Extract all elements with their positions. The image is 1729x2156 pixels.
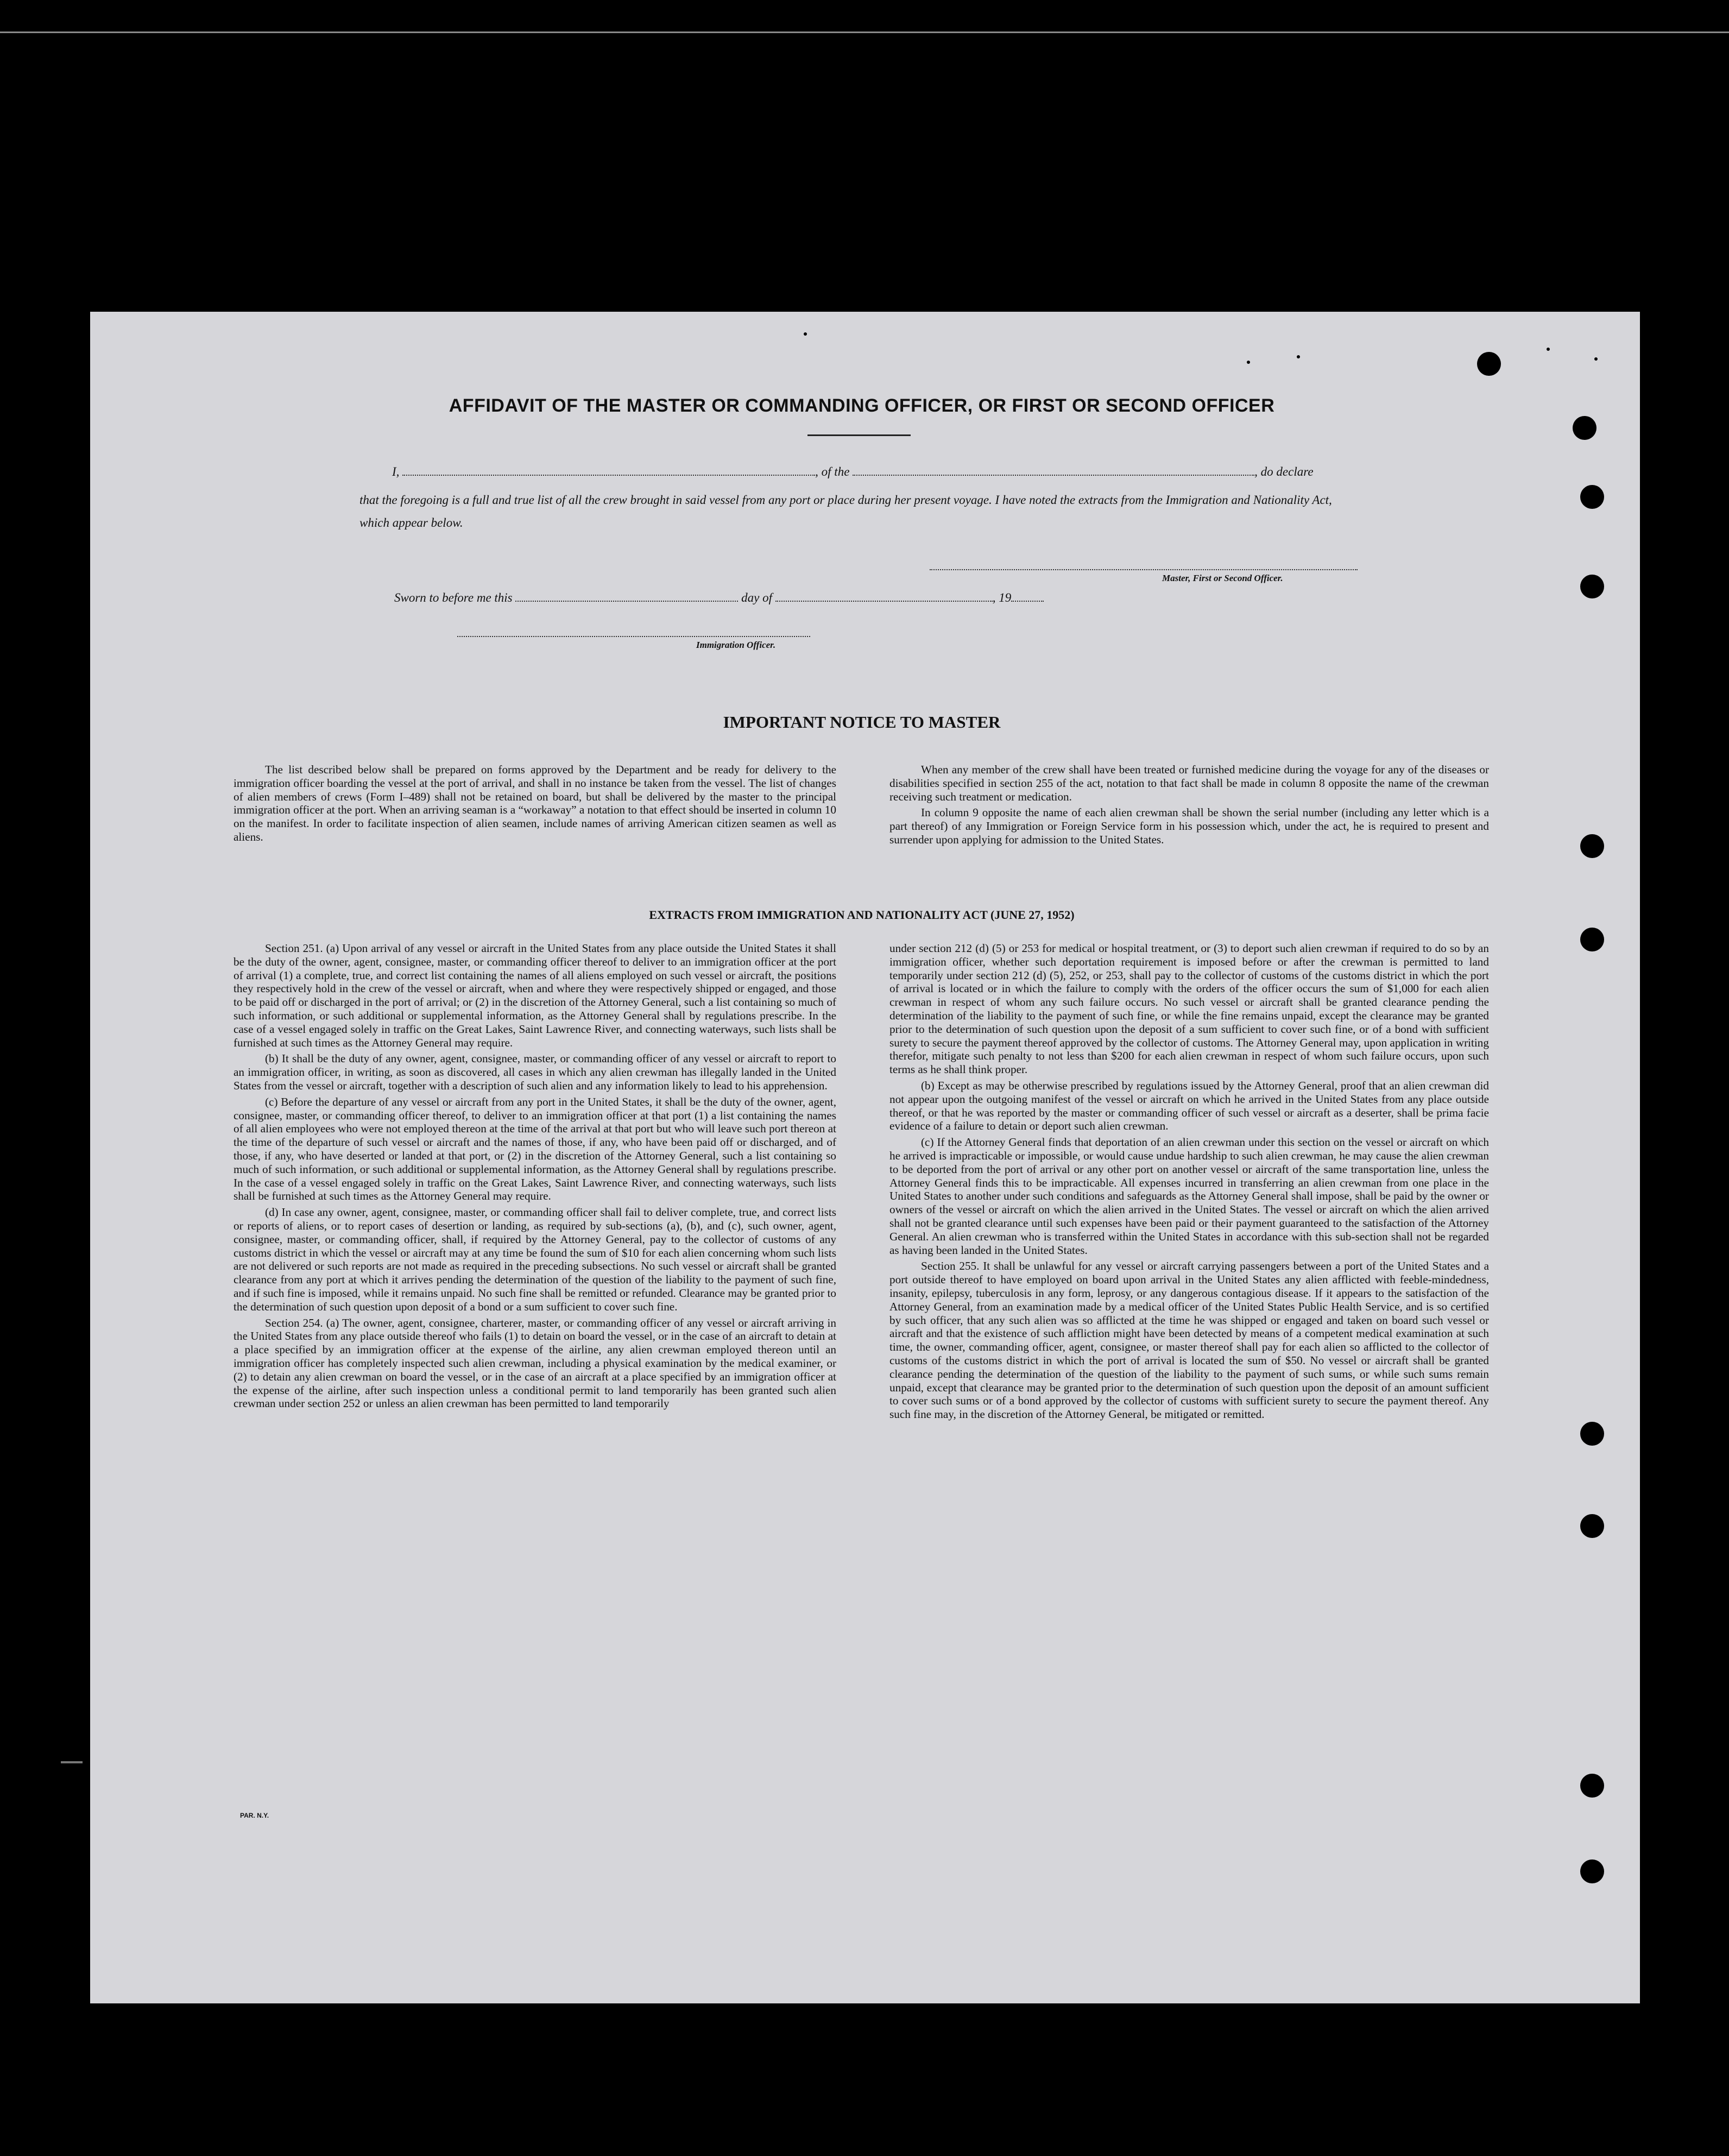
notice-right-paragraph: When any member of the crew shall have been treated or furnished medicine during the voyage for any of the diseases or disabilities specified in section 255 of the act, notation to that fact shall be made in column 8 opposite the name of the crewman receiving such treatment or medication. <box>889 763 1489 803</box>
master-signature-label: Master, First or Second Officer. <box>1162 573 1283 583</box>
punch-hole <box>1573 416 1597 440</box>
top-edge-line <box>0 31 1729 33</box>
act-paragraph: (b) Except as may be otherwise prescribed by regulations issued by the Attorney General, proof that an alien crewman did not appear upon the outgoing manifest of the vessel or aircraft on which he arrived in the United States from any place outside thereof, or that he was reported by the master or commanding officer of such vessel or aircraft as a deserter, shall be prima facie evidence of a failure to detain or deport such alien crewman. <box>889 1079 1489 1133</box>
extracts-left-column <box>234 942 836 1413</box>
scan-speck <box>1247 361 1250 364</box>
notice-title: IMPORTANT NOTICE TO MASTER <box>723 713 1001 732</box>
day-of-text: day of <box>741 591 772 604</box>
declaration-of-the: , of the <box>815 465 850 478</box>
officer-signature-line[interactable] <box>457 636 810 637</box>
act-paragraph: (c) If the Attorney General finds that deportation of an alien crewman under this section on the vessel or aircraft on which he arrived is impracticable or impossible, or would cause undue hardship to such alien crewman, he may cause the alien crewman to be deported from the port of arrival or any other port on another vessel or aircraft of the same transportation line, unless the Attorney General finds this to be impracticable. All expenses incurred in transferring an alien crewman from one place in the United States to another under such conditions and safeguards as the Attorney General shall impose, shall be paid by the owner or owners of the vessel or aircraft on which the alien arrived in the United States. The vessel or aircraft on which the alien arrived shall not be granted clearance until such expenses have been paid or their payment guaranteed to the satisfaction of the Attorney General. An alien crewman who is transferred within the United States in accordance with this sub-section shall not be regarded as having been landed in the United States. <box>889 1136 1489 1257</box>
extracts-right-column <box>889 942 1489 1424</box>
scan-speck <box>61 1761 83 1763</box>
punch-hole <box>1580 1514 1604 1538</box>
scan-speck <box>804 332 807 336</box>
act-paragraph: (b) It shall be the duty of any owner, agent, consignee, master, or commanding officer of any vessel or aircraft to report to an immigration officer, in writing, as soon as discovered, all cases in which any alien crewman has illegally landed in the United States from the vessel or aircraft, together with a description of such alien and any information likely to lead to his apprehension. <box>234 1052 836 1092</box>
sworn-line <box>394 591 1154 605</box>
act-paragraph: Section 255. It shall be unlawful for any vessel or aircraft carrying passengers between a port of the United States and a port outside thereof to have employed on board upon arrival in the United States any alien afflicted with feeble-mindedness, insanity, epilepsy, tuberculosis in any form, leprosy, or any dangerous contagious disease. If it appears to the satisfaction of the Attorney General, from an examination made by a medical officer of the United States Public Health Service, and is so certified by such officer, that any such alien was so afflicted at the time he was shipped or engaged and taken on board such vessel or aircraft and that the existence of such affliction might have been detected by means of a competent medical examination at such time, the owner, commanding officer, agent, consignee, or master thereof shall pay for each alien so afflicted to the collector of customs of the customs district in which the port of arrival is located the sum of $50. No vessel or aircraft shall be granted clearance pending the determination of the question of the liability to the payment of such sums, or while such sums remain unpaid, except that clearance may be granted prior to the determination of such question upon the deposit of an amount sufficient to cover such sums or of a bond approved by the collector of customs with sufficient surety to secure the payment thereof. Any such fine may, in the discretion of the Attorney General, be mitigated or remitted. <box>889 1259 1489 1421</box>
notice-left-paragraph: The list described below shall be prepared on forms approved by the Department and be ready for delivery to the immigration officer boarding the vessel at the port of arrival, and shall in no instance be taken from the vessel. The list of changes of alien members of crews (Form I–489) shall not be retained on board, but shall be delivered by the master to the principal immigration officer at the port. When an arriving seaman is a “workaway” a notation to that effect should be inserted in column 10 on the manifest. In order to facilitate inspection of alien seamen, include names of arriving American citizen seamen as well as aliens. <box>234 763 836 843</box>
master-signature-line[interactable] <box>930 569 1358 570</box>
punch-hole <box>1580 1774 1604 1798</box>
act-paragraph: Section 254. (a) The owner, agent, consignee, charterer, master, or commanding officer of any vessel or aircraft arriving in the United States from any place outside thereof who fails (1) to detain on board the vessel, or in the case of an aircraft to detain at a place specified by an immigration officer at the expense of the airline, any alien crewman employed thereon until an immigration officer has completely inspected such alien crewman, including a physical examination by the medical examiner, or (2) to detain any alien crewman on board the vessel, or in the case of an aircraft at a place specified by an immigration officer at the expense of the airline, after such inspection unless a conditional permit to land temporarily has been granted such alien crewman under section 252 or unless an alien crewman has been permitted to land temporarily <box>234 1316 836 1410</box>
punch-hole <box>1580 485 1604 509</box>
scan-speck <box>1594 357 1598 361</box>
title-divider <box>807 434 911 436</box>
extracts-title: EXTRACTS FROM IMMIGRATION AND NATIONALITY ACT (JUNE 27, 1952) <box>649 908 1075 922</box>
sworn-year-field[interactable] <box>1011 601 1044 602</box>
act-paragraph: under section 212 (d) (5) or 253 for medical or hospital treatment, or (3) to deport such alien crewman if required to do so by an immigration officer, whether such deportation requirement is imposed before or after the crewman is permitted to land temporarily under section 212 (d) (5), 252, or 253, shall pay to the collector of customs of the customs district in which the port of arrival is located or in which the failure to comply with the orders of the officer occurs the sum of $1,000 for each alien crewman in respect of whom any such failure occurs. No such vessel or aircraft shall be granted clearance pending the determination of the liability to the payment of such fine, or while the fine remains unpaid, except the clearance may be granted prior to the determination of such question upon the deposit of a sum sufficient to cover such fine, or of a bond with sufficient surety to secure the payment thereof approved by the collector of customs. The Attorney General may, upon application in writing therefor, mitigate such penalty to not less than $200 for each alien crewman in respect of whom such failure occurs, upon such terms as he shall think proper. <box>889 942 1489 1076</box>
notice-right-column <box>889 763 1489 849</box>
officer-signature-label: Immigration Officer. <box>696 640 776 650</box>
printer-mark: PAR. N.Y. <box>240 1812 269 1819</box>
punch-hole <box>1580 1422 1604 1446</box>
scan-speck <box>1297 355 1300 358</box>
notice-left-column <box>234 763 836 847</box>
punch-hole <box>1580 1859 1604 1883</box>
affidavit-title: AFFIDAVIT OF THE MASTER OR COMMANDING OFFICER, OR FIRST OR SECOND OFFICER <box>449 395 1275 416</box>
sworn-day-field[interactable] <box>515 601 738 602</box>
notice-right-paragraph: In column 9 opposite the name of each alien crewman shall be shown the serial number (including any letter which is a part thereof) of any Immigration or Foreign Service form in his possession which, under the act, he is required to present and surrender upon applying for admission to the United States. <box>889 806 1489 846</box>
act-paragraph: (c) Before the departure of any vessel or aircraft from any port in the United States, it shall be the duty of the owner, agent, consignee, master, or commanding officer thereof, to deliver to an immigration officer at that port (1) a list containing the names of all alien employees who were not employed thereon at the time of the arrival at that port but who will leave such port thereon at the time of the departure of such vessel or aircraft and the names of those, if any, who have been paid off or discharged, and of those, if any, who have deserted or landed at that port, or (2) in the discretion of the Attorney General, such a list containing so much of such information, or such additional or supplemental information, as the Attorney General shall by regulations prescribe. In the case of a vessel engaged solely in traffic on the Great Lakes, Saint Lawrence River, and connecting waterways, such lists shall be furnished at such times as the Attorney General may require. <box>234 1095 836 1203</box>
act-paragraph: Section 251. (a) Upon arrival of any vessel or aircraft in the United States from any place outside the United States it shall be the duty of the owner, agent, consignee, master, or commanding officer thereof to deliver to an immigration officer at the port of arrival (1) a complete, true, and correct list containing the names of all aliens employed on such vessel or aircraft, the positions they respectively hold in the crew of the vessel or aircraft, when and where they were respectively shipped or engaged, and those to be paid off or discharged in the port of arrival; or (2) in the discretion of the Attorney General, such a list containing so much of such information, or such additional or supplemental information, as the Attorney General shall by regulations prescribe. In the case of a vessel engaged solely in traffic on the Great Lakes, Saint Lawrence River, and connecting waterways, such lists shall be furnished at such times as the Attorney General may require. <box>234 942 836 1049</box>
sworn-text: Sworn to before me this <box>394 591 513 604</box>
vessel-field[interactable] <box>853 475 1254 476</box>
punch-hole <box>1580 834 1604 858</box>
declaration-text: that the foregoing is a full and true list of all the crew brought in said vessel from any port or place during her present voyage. I have noted the extracts from the Immigration and Nationality Act, which appear below. <box>359 493 1332 529</box>
scan-speck <box>1547 348 1550 351</box>
punch-hole <box>1580 575 1604 598</box>
declaration-i: I, <box>392 465 400 478</box>
sworn-month-field[interactable] <box>775 601 993 602</box>
declaration-line <box>392 465 1359 479</box>
year-prefix: , 19 <box>992 591 1012 604</box>
act-paragraph: (d) In case any owner, agent, consignee, master, or commanding officer shall fail to deliver complete, true, and correct lists or reports of aliens, or to report cases of desertion or landing, as required by sub-sections (a), (b), and (c), such owner, agent, consignee, master, or commanding officer, shall, if required by the Attorney General, pay to the collector of customs of any customs district in which the vessel or aircraft may at any time be found the sum of $10 for each alien concerning whom such lists are not delivered or such reports are not made as required in the preceding subsections. No such vessel or aircraft shall be granted clearance from any port at which it arrives pending the determination of the question of the liability to the payment of such fine, and if such fine is imposed, while it remains unpaid. No such fine shall be remitted or refunded. Clearance may be granted prior to the determination of such question upon deposit of a bond or a sum sufficient to cover such fine. <box>234 1206 836 1313</box>
punch-hole <box>1477 352 1501 376</box>
name-field[interactable] <box>402 475 815 476</box>
declaration-do-declare: , do declare <box>1254 465 1314 478</box>
punch-hole <box>1580 928 1604 951</box>
